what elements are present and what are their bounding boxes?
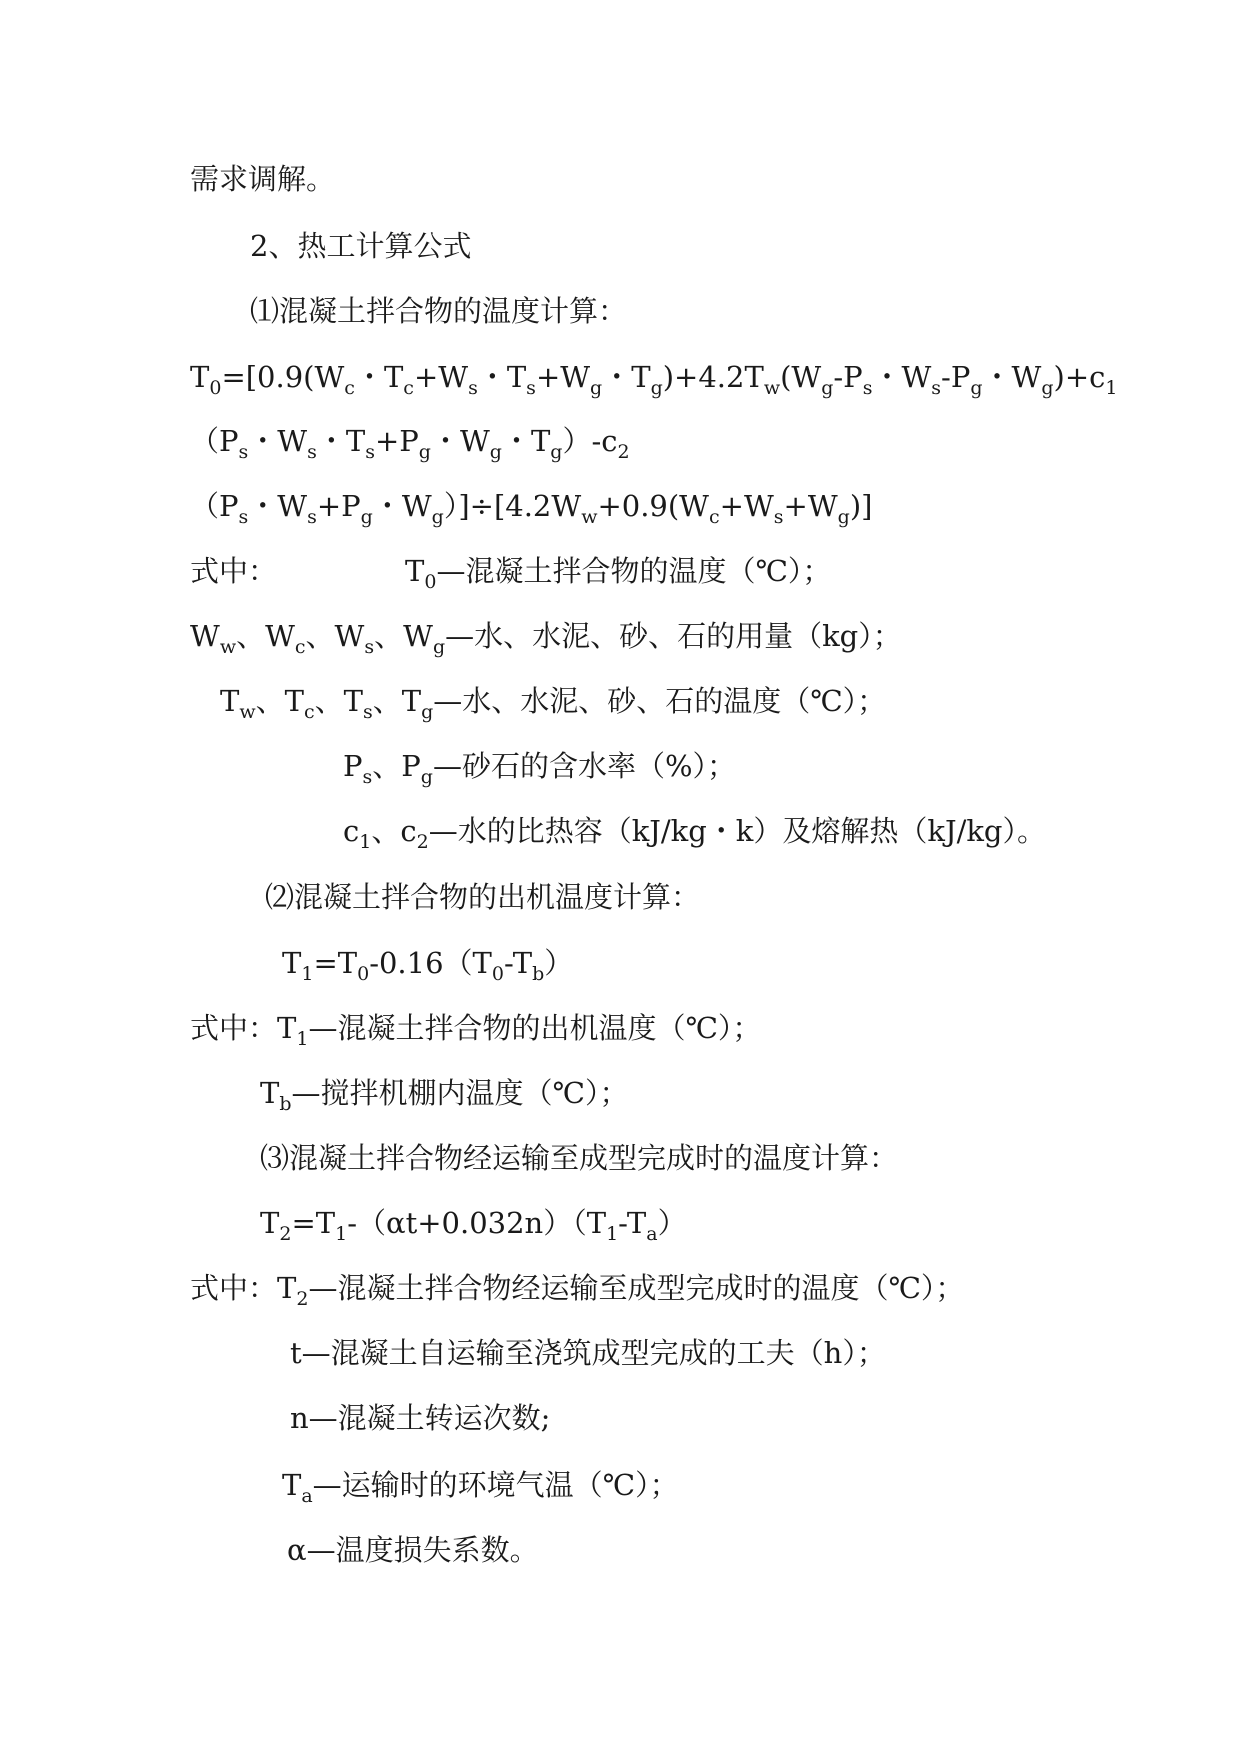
subscript: s <box>862 377 873 399</box>
text-run: α—温度损失系数。 <box>287 1533 539 1567</box>
text-run: ・T <box>477 360 527 394</box>
subscript: s <box>362 766 373 788</box>
definition-line <box>220 681 886 721</box>
definition-line <box>282 1465 679 1505</box>
text-run: -P <box>833 360 863 394</box>
text-run: ・W <box>982 360 1042 394</box>
subscript: w <box>581 506 598 528</box>
definition-line <box>290 1398 550 1438</box>
text-run: ・T <box>602 360 651 394</box>
subscript: c <box>303 701 315 723</box>
text-run: -P <box>941 360 971 394</box>
subscript: g <box>821 377 834 399</box>
text-run: 、W <box>374 619 433 653</box>
subscript: 2 <box>279 1223 292 1245</box>
definition-line <box>260 1073 628 1113</box>
text-run: —水、水泥、砂、石的温度（℃）； <box>433 684 887 718</box>
subscript: g <box>970 377 983 399</box>
text-run: ・W <box>248 424 308 458</box>
text-run: —运输时的环境气温（℃）； <box>312 1468 679 1502</box>
subscript: s <box>362 701 373 723</box>
text-run: （P <box>190 424 239 458</box>
subscript: 1 <box>606 1223 619 1245</box>
subscript: 2 <box>296 1288 309 1310</box>
text-run: 式中： <box>190 554 278 588</box>
subscript: g <box>360 506 373 528</box>
subscript: g <box>650 377 663 399</box>
definition-line <box>190 1008 761 1048</box>
subscript: 0 <box>491 963 504 985</box>
definition-line <box>287 1530 539 1570</box>
subscript: c <box>294 636 306 658</box>
subscript: g <box>421 701 434 723</box>
text-run: ・T <box>501 424 551 458</box>
text-run: ・W <box>872 360 932 394</box>
text-run: +W <box>535 360 591 394</box>
subscript: 1 <box>335 1223 348 1245</box>
text-run: -T <box>504 946 533 980</box>
subscript: w <box>763 377 781 399</box>
subscript: b <box>279 1093 292 1115</box>
text-run: -（αt+0.032n）（T <box>347 1206 607 1240</box>
text-run: c <box>343 814 360 848</box>
text-run: -T <box>618 1206 647 1240</box>
text-run: +W <box>413 360 469 394</box>
text-run: ）-c <box>562 424 618 458</box>
subscript: s <box>773 506 784 528</box>
subscript: g <box>489 441 502 463</box>
formula-line <box>260 1203 687 1243</box>
text-run: ⑶混凝土拌合物经运输至成型完成时的温度计算： <box>260 1141 899 1175</box>
text-run: )+4.2T <box>662 360 764 394</box>
text-run: n—混凝土转运次数; <box>290 1401 551 1435</box>
text-run: 、T <box>255 684 304 718</box>
text-run: ・W <box>372 489 432 523</box>
definition-line <box>290 1333 886 1373</box>
subscript: g <box>550 441 563 463</box>
text-run: ・T <box>354 360 404 394</box>
subscript: s <box>365 441 375 463</box>
text-run: T <box>190 360 210 394</box>
subscript: 0 <box>209 377 222 399</box>
subscript: c <box>403 377 414 399</box>
text-run: 式中：T <box>190 1271 297 1305</box>
text-run: 需求调解。 <box>190 162 336 196</box>
subscript: 1 <box>301 963 314 985</box>
text-run: t—混凝土自运输至浇筑成型完成的工夫（h）； <box>290 1336 886 1370</box>
text-run: ） <box>657 1206 687 1240</box>
text-run: —搅拌机棚内温度（℃）； <box>291 1076 629 1110</box>
subscript: g <box>418 441 431 463</box>
section-heading <box>250 226 471 266</box>
definition-line <box>190 1268 964 1308</box>
subscript: b <box>532 963 545 985</box>
text-run: (W <box>780 360 822 394</box>
formula-line <box>190 421 630 461</box>
text-run: +P <box>374 424 419 458</box>
subscript: s <box>364 636 375 658</box>
text-run: —混凝土拌合物的温度（℃）； <box>436 554 832 588</box>
text-run: 、T <box>372 684 422 718</box>
subsection-heading <box>265 877 700 917</box>
definition-line <box>190 616 902 656</box>
formula-line <box>282 943 573 983</box>
text-run: ・T <box>316 424 366 458</box>
subscript: g <box>431 506 444 528</box>
formula-line <box>190 486 872 526</box>
text-run: =T <box>291 1206 336 1240</box>
text-run: ⑴混凝土拌合物的温度计算： <box>250 294 628 328</box>
subscript: s <box>238 506 249 528</box>
text-run: W <box>190 619 220 653</box>
text-run: =T <box>313 946 358 980</box>
text-run: 、W <box>305 619 365 653</box>
text-line <box>190 159 335 199</box>
subscript: 1 <box>296 1028 309 1050</box>
text-run: —水的比热容（kJ/kg・k）及熔解热（kJ/kg）。 <box>428 814 1046 848</box>
text-run: 2、热工计算公式 <box>250 229 472 263</box>
text-run: =[0.9(W <box>221 360 345 394</box>
subscript: a <box>301 1485 313 1507</box>
text-run: 、T <box>314 684 363 718</box>
text-run: 、W <box>236 619 295 653</box>
subscript: s <box>238 441 249 463</box>
text-run: T <box>282 946 302 980</box>
text-run: +W <box>783 489 838 523</box>
text-run: 式中：T <box>190 1011 297 1045</box>
text-run: T <box>405 554 425 588</box>
subscript: g <box>837 506 850 528</box>
subscript: w <box>219 636 237 658</box>
subscript: s <box>468 377 478 399</box>
subscript: c <box>344 377 355 399</box>
subscript: s <box>526 377 536 399</box>
text-run: ⑵混凝土拌合物的出机温度计算： <box>265 880 701 914</box>
text-run: T <box>260 1206 280 1240</box>
subscript: g <box>432 636 446 658</box>
subscript: 2 <box>617 441 630 463</box>
definition-line <box>343 746 736 786</box>
subscript: 0 <box>424 571 437 593</box>
formula-line <box>190 357 1117 397</box>
text-run: P <box>343 749 363 783</box>
text-run: +0.9(W <box>597 489 709 523</box>
definition-label <box>190 551 277 591</box>
subscript: s <box>931 377 942 399</box>
subsection-heading <box>260 1138 898 1178</box>
subscript: g <box>1041 377 1054 399</box>
subscript: a <box>646 1223 658 1245</box>
text-run: T <box>260 1076 280 1110</box>
subsection-heading <box>250 291 627 331</box>
text-run: —砂石的含水率（%）； <box>432 749 737 783</box>
text-run: —水、水泥、砂、石的用量（kg）； <box>445 619 902 653</box>
subscript: s <box>307 441 317 463</box>
subscript: 0 <box>357 963 370 985</box>
definition-line <box>343 811 1046 851</box>
subscript: g <box>590 377 603 399</box>
text-run: 、P <box>372 749 421 783</box>
subscript: 1 <box>359 831 372 853</box>
text-run: +P <box>316 489 361 523</box>
text-run: T <box>282 1468 302 1502</box>
text-run: ） <box>544 946 574 980</box>
text-run: )+c <box>1053 360 1106 394</box>
subscript: s <box>307 506 317 528</box>
text-run: -0.16（T <box>369 946 492 980</box>
text-run: （P <box>190 489 239 523</box>
text-run: ・W <box>248 489 308 523</box>
subscript: w <box>239 701 256 723</box>
definition-line <box>405 551 831 591</box>
text-run: 、c <box>371 814 417 848</box>
text-run: T <box>220 684 240 718</box>
subscript: c <box>709 506 720 528</box>
subscript: 1 <box>1105 377 1118 399</box>
subscript: 2 <box>416 831 429 853</box>
text-run: —混凝土拌合物的出机温度（℃）； <box>308 1011 762 1045</box>
text-run: )] <box>849 489 873 523</box>
text-run: +W <box>719 489 774 523</box>
text-run: ・W <box>430 424 490 458</box>
text-run: ）]÷[4.2W <box>443 489 582 523</box>
text-run: —混凝土拌合物经运输至成型完成时的温度（℃）； <box>308 1271 965 1305</box>
subscript: g <box>420 766 433 788</box>
